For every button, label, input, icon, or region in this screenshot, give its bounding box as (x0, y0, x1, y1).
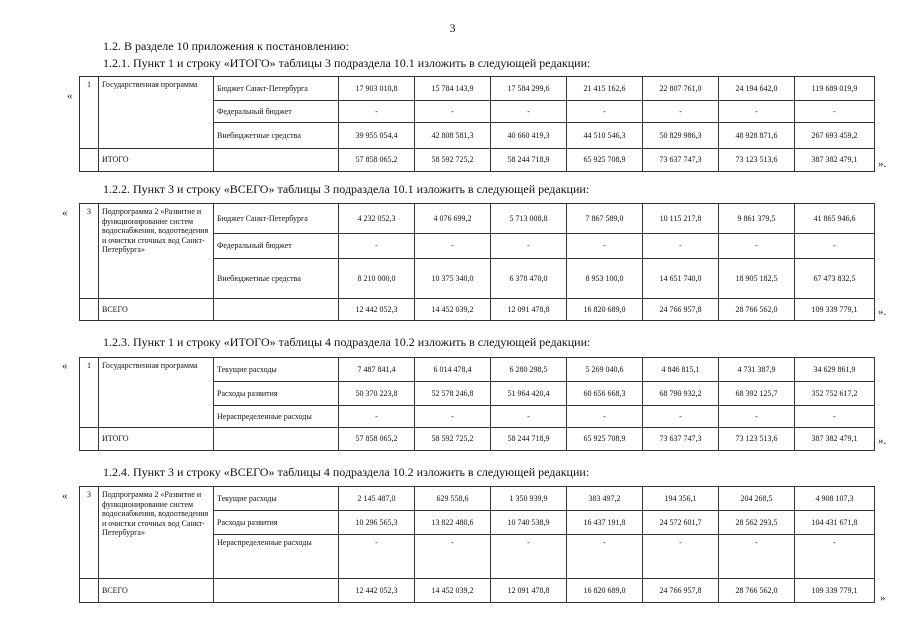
value-cell: 68 790 932,2 (643, 382, 719, 406)
value-cell: 383 497,2 (567, 487, 643, 511)
total-cell: 12 091 478,8 (491, 299, 567, 321)
value-cell: - (339, 101, 415, 123)
value-cell: - (415, 101, 491, 123)
empty-cell (80, 299, 99, 321)
total-cell: 73 637 747,3 (643, 149, 719, 172)
total-cell: 73 123 513,6 (719, 428, 795, 451)
value-cell: 4 846 815,1 (643, 358, 719, 382)
total-cell: 24 766 957,8 (643, 299, 719, 321)
value-cell: 8 953 100,0 (567, 259, 643, 299)
value-cell: 50 370 223,8 (339, 382, 415, 406)
total-cell: 12 091 478,8 (491, 579, 567, 603)
total-cell: 16 820 689,0 (567, 579, 643, 603)
value-cell: - (567, 101, 643, 123)
source-label: Федеральный бюджет (214, 234, 339, 259)
quote-close: » (880, 592, 886, 604)
total-value-cell: 34 629 861,9 (795, 358, 875, 382)
value-cell: 6 280 298,5 (491, 358, 567, 382)
source-label: Федеральный бюджет (214, 101, 339, 123)
value-cell: 24 572 601,7 (643, 511, 719, 535)
value-cell: 10 740 538,9 (491, 511, 567, 535)
value-cell: 24 194 642,0 (719, 77, 795, 101)
quote-open: « (62, 360, 68, 372)
grand-total-cell: 387 382 479,1 (795, 149, 875, 172)
value-cell: - (415, 234, 491, 259)
value-cell: - (719, 406, 795, 428)
grand-total-cell: 109 339 779,1 (795, 579, 875, 603)
total-value-cell: 119 689 019,9 (795, 77, 875, 101)
total-cell: 57 858 065,2 (339, 149, 415, 172)
value-cell: 17 584 299,6 (491, 77, 567, 101)
paragraph-1-2-3: 1.2.3. Пункт 1 и строку «ИТОГО» таблицы 4 подраздела 10.2 изложить в следующей редакции: (103, 335, 591, 349)
paragraph-1-2-4: 1.2.4. Пункт 3 и строку «ВСЕГО» таблицы 4 подраздела 10.2 изложить в следующей редакции: (103, 465, 590, 479)
value-cell: 44 510 546,3 (567, 123, 643, 149)
value-cell: 14 651 740,0 (643, 259, 719, 299)
value-cell: 60 656 668,3 (567, 382, 643, 406)
value-cell: - (491, 406, 567, 428)
value-cell: - (339, 535, 415, 579)
grand-total-cell: 109 339 779,1 (795, 299, 875, 321)
empty-cell (214, 579, 339, 603)
expense-label: Расходы развития (214, 382, 339, 406)
empty-cell (214, 149, 339, 172)
total-cell: 12 442 052,3 (339, 299, 415, 321)
total-cell: 58 244 718,9 (491, 428, 567, 451)
total-label: ВСЕГО (99, 579, 214, 603)
item-number: 1 (80, 77, 99, 149)
value-cell: 10 375 340,0 (415, 259, 491, 299)
value-cell: - (491, 535, 567, 579)
total-cell: 28 766 562,0 (719, 299, 795, 321)
value-cell: - (567, 535, 643, 579)
value-cell: 16 437 191,8 (567, 511, 643, 535)
total-cell: 58 244 718,9 (491, 149, 567, 172)
value-cell: 17 903 010,8 (339, 77, 415, 101)
total-cell: 28 766 562,0 (719, 579, 795, 603)
quote-open: « (62, 490, 68, 502)
subprogram-name: Подпрограмма 2 «Развитие и функционирование систем водоснабжения, водоотведения и очистки сточных вод Санкт-Петербурга» (99, 487, 214, 579)
quote-close: ». (878, 306, 887, 318)
empty-cell (80, 149, 99, 172)
paragraph-1-2-1: 1.2.1. Пункт 1 и строку «ИТОГО» таблицы 3 подраздела 10.1 изложить в следующей редакции: (103, 56, 591, 70)
value-cell: 4 232 052,3 (339, 204, 415, 234)
total-cell: 58 592 725,2 (415, 149, 491, 172)
total-cell: 73 123 513,6 (719, 149, 795, 172)
table-3-item-1 (79, 76, 875, 172)
paragraph-1-2-2: 1.2.2. Пункт 3 и строку «ВСЕГО» таблицы 3 подраздела 10.1 изложить в следующей редакции: (103, 182, 590, 196)
total-cell: 65 925 708,9 (567, 428, 643, 451)
value-cell: 2 145 487,0 (339, 487, 415, 511)
total-value-cell: - (795, 406, 875, 428)
value-cell: 10 296 565,3 (339, 511, 415, 535)
value-cell: - (643, 535, 719, 579)
value-cell: - (719, 535, 795, 579)
value-cell: 40 660 419,3 (491, 123, 567, 149)
value-cell: 629 558,6 (415, 487, 491, 511)
total-cell: 65 925 708,9 (567, 149, 643, 172)
total-value-cell: 41 865 946,6 (795, 204, 875, 234)
value-cell: - (339, 406, 415, 428)
total-value-cell: 4 908 107,3 (795, 487, 875, 511)
value-cell: 52 578 246,8 (415, 382, 491, 406)
value-cell: 7 867 589,0 (567, 204, 643, 234)
value-cell: 42 808 581,3 (415, 123, 491, 149)
value-cell: 22 807 761,0 (643, 77, 719, 101)
item-number: 3 (80, 487, 99, 579)
total-cell: 16 820 689,0 (567, 299, 643, 321)
value-cell: 4 076 699,2 (415, 204, 491, 234)
source-label: Внебюджетные средства (214, 259, 339, 299)
value-cell: - (643, 101, 719, 123)
value-cell: - (643, 234, 719, 259)
value-cell: 21 415 162,6 (567, 77, 643, 101)
source-label: Бюджет Санкт-Петербурга (214, 204, 339, 234)
table-4-item-3 (79, 486, 875, 603)
value-cell: 5 269 040,6 (567, 358, 643, 382)
value-cell: - (567, 406, 643, 428)
total-cell: 58 592 725,2 (415, 428, 491, 451)
value-cell: 68 392 125,7 (719, 382, 795, 406)
quote-open: « (67, 90, 73, 102)
value-cell: 28 562 293,5 (719, 511, 795, 535)
item-number: 1 (80, 358, 99, 428)
value-cell: - (339, 234, 415, 259)
value-cell: - (567, 234, 643, 259)
total-label: ВСЕГО (99, 299, 214, 321)
total-cell: 24 766 957,8 (643, 579, 719, 603)
total-value-cell: - (795, 535, 875, 579)
expense-label: Текущие расходы (214, 487, 339, 511)
value-cell: 51 964 420,4 (491, 382, 567, 406)
expense-label: Нераспределенные расходы (214, 406, 339, 428)
value-cell: 10 115 217,8 (643, 204, 719, 234)
value-cell: 6 014 478,4 (415, 358, 491, 382)
value-cell: 8 210 000,0 (339, 259, 415, 299)
value-cell: 9 861 379,5 (719, 204, 795, 234)
program-name: Государственная программа (99, 358, 214, 428)
empty-cell (214, 299, 339, 321)
total-cell: 57 858 065,2 (339, 428, 415, 451)
page-number: 3 (449, 21, 456, 35)
paragraph-1-2: 1.2. В разделе 10 приложения к постановлению: (103, 39, 349, 53)
total-value-cell: 104 431 671,8 (795, 511, 875, 535)
total-value-cell: 267 693 459,2 (795, 123, 875, 149)
total-value-cell: - (795, 234, 875, 259)
quote-close: ». (878, 435, 887, 447)
table-4-item-1 (79, 357, 875, 451)
program-name: Государственная программа (99, 77, 214, 149)
quote-open: « (62, 207, 68, 219)
value-cell: - (415, 535, 491, 579)
item-number: 3 (80, 204, 99, 299)
source-label: Бюджет Санкт-Петербурга (214, 77, 339, 101)
value-cell: 1 350 939,9 (491, 487, 567, 511)
value-cell: 18 905 182,5 (719, 259, 795, 299)
value-cell: - (491, 234, 567, 259)
total-value-cell: 67 473 832,5 (795, 259, 875, 299)
subprogram-name: Подпрограмма 2 «Развитие и функционирование систем водоснабжения, водоотведения и очистки сточных вод Санкт-Петербурга» (99, 204, 214, 299)
value-cell: 39 955 054,4 (339, 123, 415, 149)
total-cell: 73 637 747,3 (643, 428, 719, 451)
total-label: ИТОГО (99, 149, 214, 172)
source-label: Внебюджетные средства (214, 123, 339, 149)
value-cell: - (643, 406, 719, 428)
value-cell: 15 784 143,9 (415, 77, 491, 101)
expense-label: Нераспределенные расходы (214, 535, 339, 579)
value-cell: 6 378 470,0 (491, 259, 567, 299)
value-cell: - (491, 101, 567, 123)
value-cell: 194 356,1 (643, 487, 719, 511)
total-value-cell: 352 752 617,2 (795, 382, 875, 406)
value-cell: 5 713 008,8 (491, 204, 567, 234)
total-cell: 14 452 039,2 (415, 579, 491, 603)
empty-cell (214, 428, 339, 451)
value-cell: 4 731 387,9 (719, 358, 795, 382)
value-cell: 13 822 480,6 (415, 511, 491, 535)
value-cell: - (415, 406, 491, 428)
table-3-item-3 (79, 203, 875, 321)
grand-total-cell: 387 382 479,1 (795, 428, 875, 451)
value-cell: 48 928 871,6 (719, 123, 795, 149)
quote-close: ». (878, 158, 887, 170)
value-cell: 204 268,5 (719, 487, 795, 511)
total-cell: 12 442 052,3 (339, 579, 415, 603)
value-cell: - (719, 234, 795, 259)
value-cell: 50 829 986,3 (643, 123, 719, 149)
value-cell: 7 487 841,4 (339, 358, 415, 382)
expense-label: Текущие расходы (214, 358, 339, 382)
empty-cell (80, 428, 99, 451)
total-cell: 14 452 039,2 (415, 299, 491, 321)
total-value-cell: - (795, 101, 875, 123)
value-cell: - (719, 101, 795, 123)
empty-cell (80, 579, 99, 603)
expense-label: Расходы развития (214, 511, 339, 535)
total-label: ИТОГО (99, 428, 214, 451)
